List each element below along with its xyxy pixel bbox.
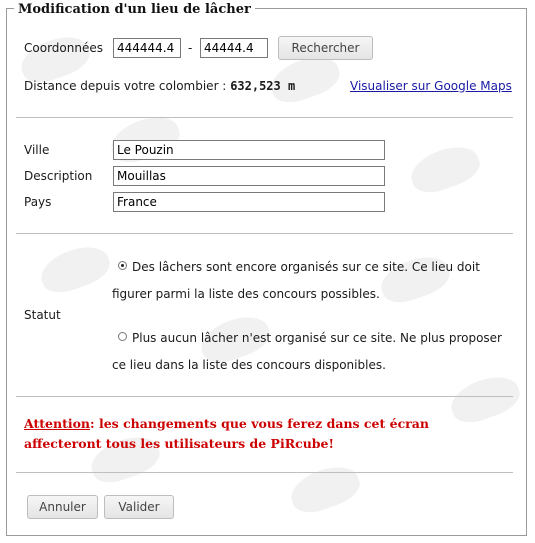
distance-label xyxy=(24,79,295,93)
distance-label-text: Distance depuis votre colombier : xyxy=(24,79,227,93)
statut-option-active-line1: Des lâchers sont encore organisés sur ce site. Ce lieu doit xyxy=(132,260,480,274)
divider xyxy=(16,472,513,473)
warning-prefix: Attention xyxy=(24,416,91,431)
ville-label: Ville xyxy=(24,143,50,157)
coords-separator: - xyxy=(188,41,193,55)
statut-option-inactive-line1: Plus aucun lâcher n'est organisé sur ce site. Ne plus proposer xyxy=(132,331,502,345)
divider xyxy=(16,233,513,234)
google-maps-link[interactable]: Visualiser sur Google Maps xyxy=(350,79,512,93)
description-input[interactable] xyxy=(113,166,385,186)
statut-option-active-line2: figurer parmi la liste des concours possibles. xyxy=(112,287,380,301)
warning-message xyxy=(24,414,504,454)
coords-label: Coordonnées xyxy=(24,41,103,55)
search-button[interactable]: Rechercher xyxy=(278,36,373,60)
ville-input[interactable] xyxy=(113,140,385,160)
description-label: Description xyxy=(24,169,93,183)
pays-input[interactable] xyxy=(113,192,385,212)
divider xyxy=(16,117,513,118)
latitude-input[interactable] xyxy=(113,38,181,58)
form-legend: Modification d'un lieu de lâcher xyxy=(14,2,255,17)
pays-label: Pays xyxy=(24,195,52,209)
divider xyxy=(16,396,513,397)
statut-option-active-radio[interactable] xyxy=(118,261,127,270)
distance-value: 632,523 m xyxy=(230,79,296,93)
statut-option-inactive-radio[interactable] xyxy=(118,332,127,341)
warning-text: : les changements que vous ferez dans cet écran affecteront tous les utilisateurs de PiRcube! xyxy=(24,416,429,451)
statut-label: Statut xyxy=(24,308,61,322)
cancel-button[interactable]: Annuler xyxy=(27,495,98,519)
statut-option-inactive-line2: ce lieu dans la liste des concours disponibles. xyxy=(112,358,386,372)
validate-button[interactable]: Valider xyxy=(104,495,174,519)
longitude-input[interactable] xyxy=(200,38,268,58)
